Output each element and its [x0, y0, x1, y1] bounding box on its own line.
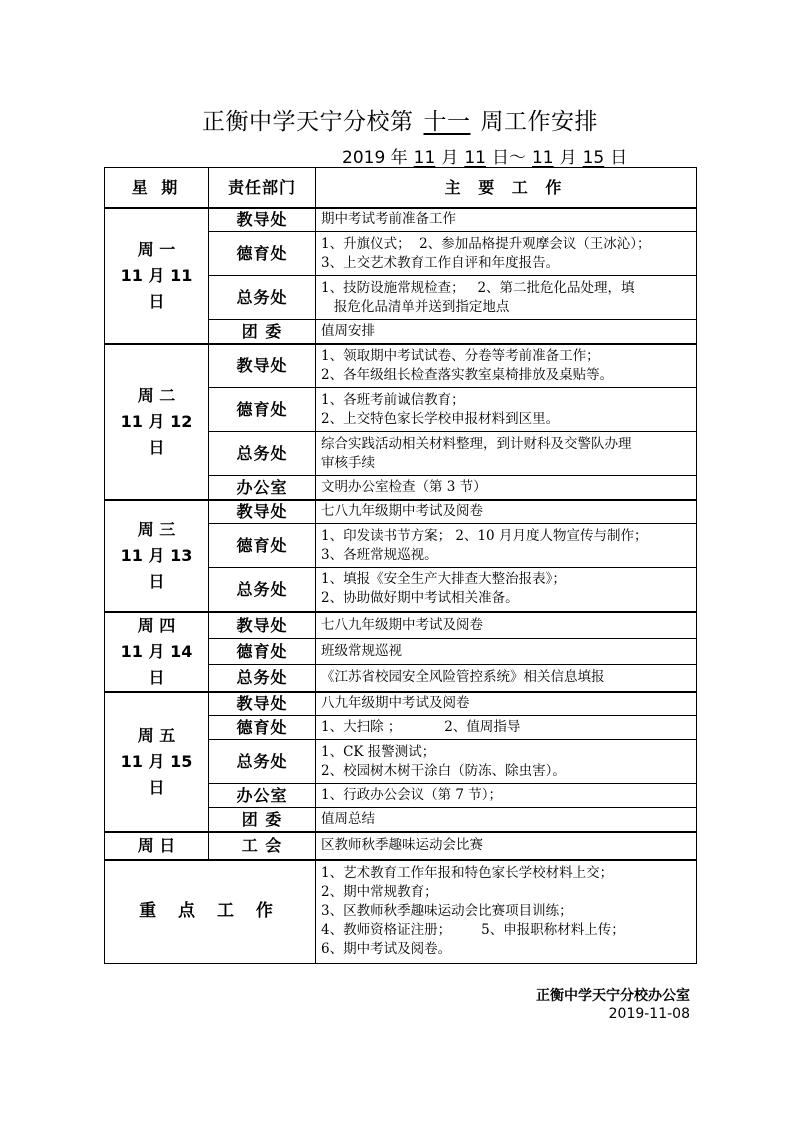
header-work: 主 要 工 作	[316, 168, 697, 208]
day-cell	[105, 500, 209, 612]
day-name: 周 二	[137, 385, 176, 405]
work-line: 1、技防设施常规检查； 2、第二批危化品处理，填	[321, 279, 635, 296]
dept-cell: 德育处	[209, 716, 316, 740]
dept-cell: 总务处	[209, 432, 316, 476]
work-line: 1、行政办公会议（第 7 节）；	[321, 787, 503, 803]
key-work-row	[105, 860, 697, 964]
work-cell	[316, 344, 697, 388]
dept-cell: 德育处	[209, 638, 316, 665]
key-work-line: 3、区教师秋季趣味运动会比赛项目训练；	[321, 903, 573, 920]
work-line: 审核手续	[321, 454, 375, 471]
day-date: 11 月 11 日	[120, 265, 193, 311]
table-row	[105, 344, 697, 388]
day-label: 日～	[491, 148, 526, 168]
header-row	[105, 168, 697, 208]
day-cell	[105, 832, 209, 860]
week-number: 十一	[423, 109, 471, 135]
page-title	[0, 103, 800, 136]
dept-cell: 办公室	[209, 784, 316, 808]
key-work-cell	[316, 860, 697, 964]
issuing-office: 正衡中学天宁分校办公室	[536, 988, 690, 1004]
work-line: 八九年级期中考试及阅卷	[321, 695, 470, 712]
dept-cell: 教导处	[209, 500, 316, 524]
day-name: 周 一	[137, 239, 176, 259]
work-cell	[316, 740, 697, 784]
dept-cell: 总务处	[209, 568, 316, 612]
work-line: 区教师秋季趣味运动会比赛	[321, 837, 483, 853]
end-day-label: 日	[610, 148, 628, 168]
work-cell	[316, 208, 697, 232]
start-day: 11	[464, 148, 486, 168]
day-date: 11 月 14 日	[120, 641, 193, 687]
work-cell	[316, 500, 697, 524]
day-cell	[105, 612, 209, 692]
day-date: 11 月 12 日	[120, 411, 193, 457]
day-date: 11 月 13 日	[120, 545, 193, 591]
table-row	[105, 500, 697, 524]
work-line: 七八九年级期中考试及阅卷	[321, 616, 483, 633]
work-cell	[316, 432, 697, 476]
dept-cell: 德育处	[209, 232, 316, 276]
title-prefix: 正衡中学天宁分校第	[202, 109, 414, 135]
work-line: 1、各班考前诚信教育；	[321, 391, 465, 408]
dept-cell: 工 会	[209, 832, 316, 860]
dept-cell: 教导处	[209, 208, 316, 232]
work-cell	[316, 320, 697, 344]
work-line: 1、大扫除 ； 2、值周指导	[321, 719, 521, 735]
dept-cell: 教导处	[209, 344, 316, 388]
date-range	[342, 143, 627, 168]
work-cell	[316, 808, 697, 832]
work-cell	[316, 524, 697, 568]
dept-cell: 团 委	[209, 320, 316, 344]
start-month: 11	[413, 148, 436, 168]
work-cell	[316, 832, 697, 860]
title-suffix: 周工作安排	[480, 109, 598, 135]
work-line: 2、协助做好期中考试相关准备。	[321, 590, 519, 607]
work-line: 综合实践活动相关材料整理，到计财科及交警队办理	[321, 435, 632, 452]
key-work-label: 重 点 工 作	[105, 860, 316, 964]
year-label: 年	[390, 148, 408, 168]
day-name: 周 四	[137, 615, 176, 635]
work-line: 《江苏省校园安全风险管控系统》相关信息填报	[321, 669, 605, 686]
key-work-line: 6、期中考试及阅卷。	[321, 941, 452, 958]
day-name: 周 五	[137, 725, 176, 745]
end-month-label: 月	[559, 148, 577, 168]
work-cell	[316, 612, 697, 639]
work-cell	[316, 388, 697, 432]
work-line: 班级常规巡视	[321, 642, 402, 659]
header-dept: 责任部门	[209, 168, 316, 208]
dept-cell: 办公室	[209, 476, 316, 500]
work-cell	[316, 665, 697, 692]
work-cell	[316, 784, 697, 808]
day-cell	[105, 692, 209, 832]
work-cell	[316, 476, 697, 500]
day-name: 周 三	[137, 519, 176, 539]
day-cell	[105, 344, 209, 500]
day-date: 11 月 15 日	[120, 751, 193, 797]
table-row	[105, 692, 697, 716]
work-cell	[316, 638, 697, 665]
work-line: 2、校园树木树干涂白（防冻、除虫害）。	[321, 762, 566, 779]
dept-cell: 教导处	[209, 692, 316, 716]
key-work-line: 4、教师资格证注册； 5、申报职称材料上传；	[321, 922, 625, 939]
work-cell	[316, 568, 697, 612]
dept-cell: 德育处	[209, 388, 316, 432]
day-cell	[105, 208, 209, 344]
work-line: 1、CK 报警测试；	[321, 743, 436, 760]
table-row	[105, 612, 697, 639]
key-work-line: 2、期中常规教育；	[321, 884, 438, 901]
work-line: 3、上交艺术教育工作自评和年度报告。	[321, 254, 560, 271]
date-year: 2019	[342, 148, 386, 168]
work-line: 1、领取期中考试试卷、分卷等考前准备工作；	[321, 347, 600, 364]
work-cell	[316, 276, 697, 320]
work-line: 2、各年级组长检查落实教室桌椅排放及桌贴等。	[321, 366, 614, 383]
end-day: 15	[582, 148, 605, 168]
work-line: 报危化品清单并送到指定地点	[321, 298, 510, 315]
dept-cell: 总务处	[209, 276, 316, 320]
work-line: 值周安排	[321, 322, 375, 339]
table-row	[105, 832, 697, 860]
dept-cell: 总务处	[209, 665, 316, 692]
end-month: 11	[531, 148, 554, 168]
work-line: 2、上交特色家长学校申报材料到区里。	[321, 410, 560, 427]
work-line: 1、印发读书节方案； 2、10 月月度人物宣传与制作；	[321, 527, 648, 544]
dept-cell: 总务处	[209, 740, 316, 784]
work-line: 值周总结	[321, 810, 375, 827]
day-name: 周 日	[137, 835, 176, 855]
month-label: 月	[441, 148, 459, 168]
work-line: 1、升旗仪式； 2、参加品格提升观摩会议（王冰沁）；	[321, 235, 651, 252]
schedule-table	[104, 167, 697, 964]
work-line: 文明办公室检查（第 3 节）	[321, 478, 487, 495]
work-line: 1、填报《安全生产大排查大整治报表》；	[321, 571, 566, 588]
work-cell	[316, 232, 697, 276]
dept-cell: 教导处	[209, 612, 316, 639]
work-cell	[316, 692, 697, 716]
dept-cell: 德育处	[209, 524, 316, 568]
key-work-line: 1、艺术教育工作年报和特色家长学校材料上交；	[321, 865, 614, 882]
issue-date: 2019-11-08	[608, 1006, 690, 1022]
work-line: 3、各班常规巡视。	[321, 546, 438, 563]
header-day: 星 期	[105, 168, 209, 208]
work-line: 期中考试考前准备工作	[321, 211, 456, 228]
work-cell	[316, 716, 697, 740]
work-line: 七八九年级期中考试及阅卷	[321, 503, 483, 520]
dept-cell: 团 委	[209, 808, 316, 832]
table-row	[105, 208, 697, 232]
